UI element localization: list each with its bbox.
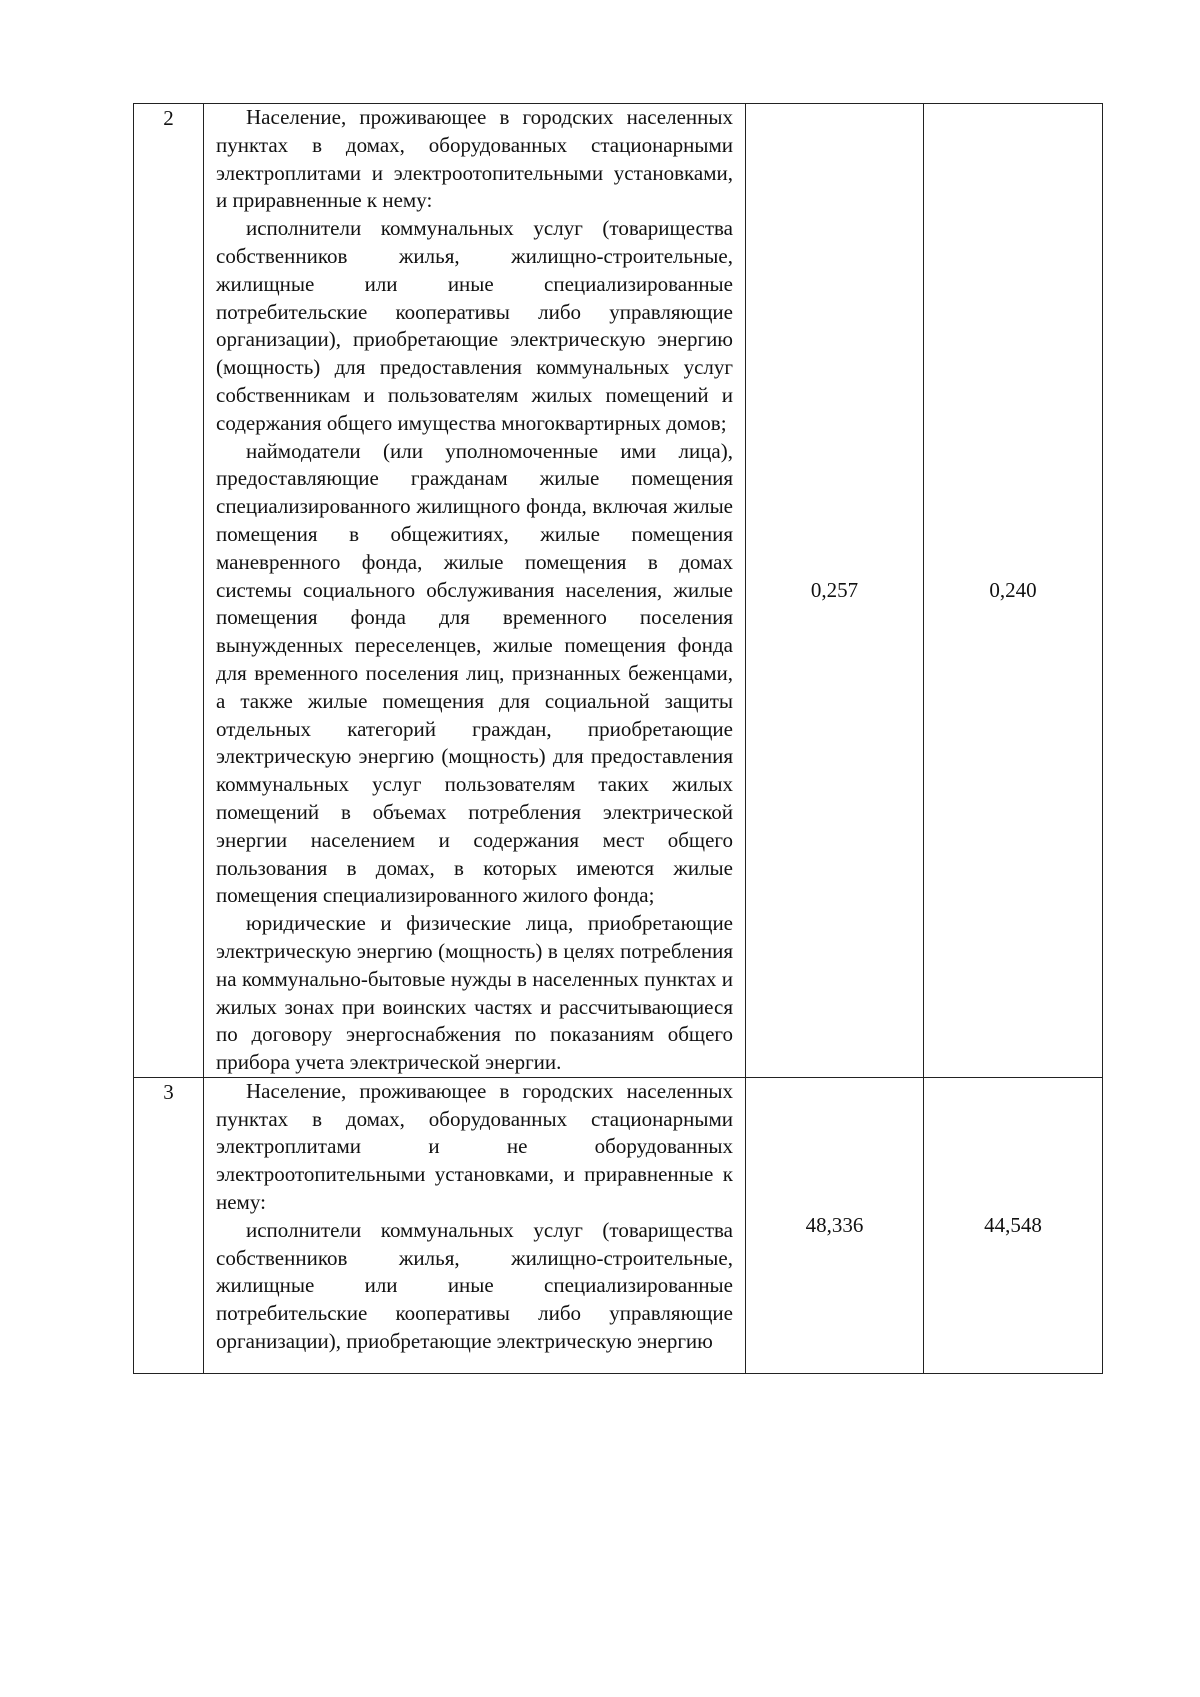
- paragraph: исполнители коммунальных услуг (товарищества собственников жилья, жилищно-строительные, жилищные или иные специализированные потребительские кооперативы либо управляющие организации), приобретающие электрическую энергию (мощность) для предоставления коммунальных услуг собственникам и пользователям жилых помещений и содержания общего имущества многоквартирных домов;: [216, 216, 733, 435]
- paragraph: исполнители коммунальных услуг (товарищества собственников жилья, жилищно-строительные, жилищные или иные специализированные потребительские кооперативы либо управляющие организации), приобретающие электрическую энергию: [216, 1217, 733, 1354]
- tariff-value-1: 0,257: [746, 104, 924, 1078]
- paragraph: Население, проживающее в городских населенных пунктах в домах, оборудованных стационарными электроплитами и электроотопительными установками, и приравненные к нему:: [216, 105, 733, 213]
- paragraph: наймодатели (или уполномоченные ими лица), предоставляющие гражданам жилые помещения специализированного жилищного фонда, включая жилые помещения в общежитиях, жилые помещения маневренного фонда, жилые помещения в домах системы социального обслуживания населения, жилые помещения фонда для временного поселения вынужденных переселенцев, жилые помещения фонда для временного поселения лиц, признанных беженцами, а также жилые помещения для социальной защиты отдельных категорий граждан, приобретающие электрическую энергию (мощность) для предоставления коммунальных услуг пользователям таких жилых помещений в объемах потребления электрической энергии населением и содержания мест общего пользования в домах, в которых имеются жилые помещения специализированного жилого фонда;: [216, 438, 733, 908]
- row-description: [204, 104, 746, 1078]
- paragraph: юридические и физические лица, приобретающие электрическую энергию (мощность) в целях потребления на коммунально-бытовые нужды в населенных пунктах и жилых зонах при воинских частях и рассчитывающиеся по договору энергоснабжения по показаниям общего прибора учета электрической энергии.: [216, 911, 733, 1075]
- row-number: 3: [134, 1077, 204, 1373]
- tariff-value-1: 48,336: [746, 1077, 924, 1373]
- tariff-value-2: 44,548: [924, 1077, 1103, 1373]
- tariff-table: [133, 103, 1103, 1374]
- row-description: [204, 1077, 746, 1373]
- table-row: [134, 1077, 1103, 1373]
- row-number: 2: [134, 104, 204, 1078]
- paragraph: Население, проживающее в городских населенных пунктах в домах, оборудованных стационарными электроплитами и не оборудованных электроотопительными установками, и приравненные к нему:: [216, 1078, 733, 1215]
- table-row: [134, 104, 1103, 1078]
- tariff-value-2: 0,240: [924, 104, 1103, 1078]
